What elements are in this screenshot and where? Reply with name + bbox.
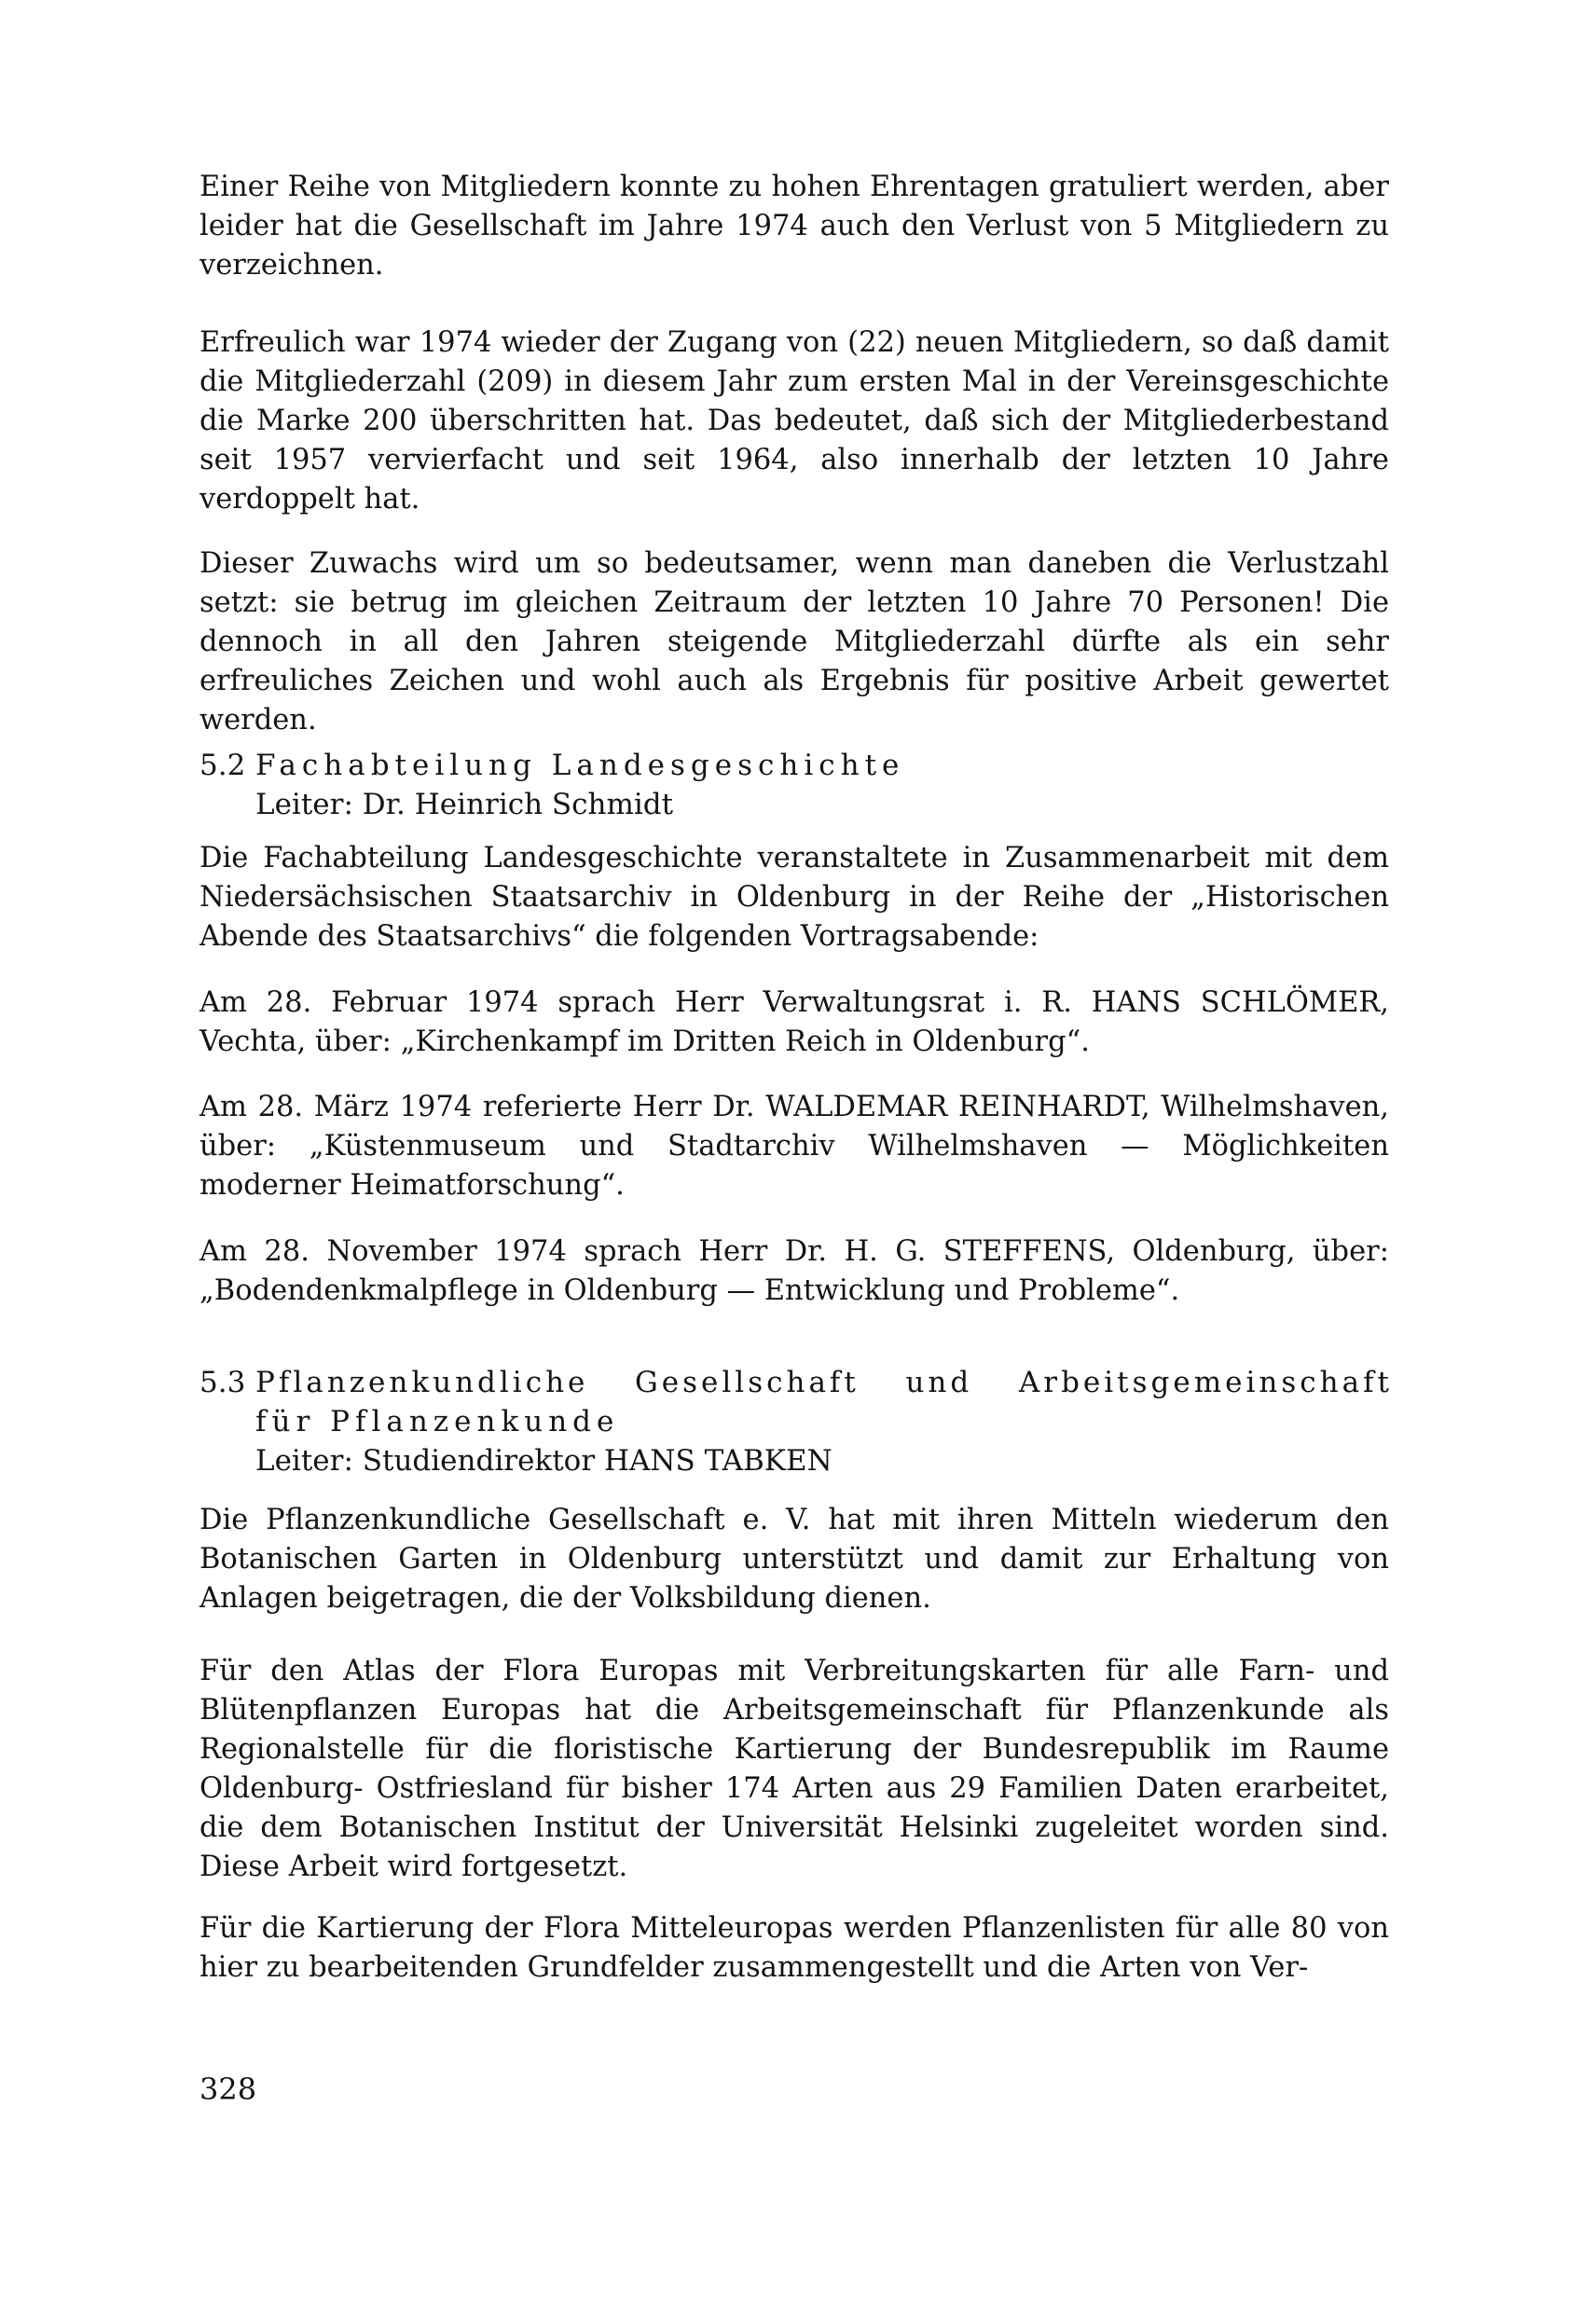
section-5-3-paragraph-3 bbox=[200, 1909, 1389, 1988]
section-5-3-paragraph-2 bbox=[200, 1652, 1389, 1887]
talk-entry-3 bbox=[200, 1232, 1389, 1311]
paragraph-membership-honors bbox=[200, 168, 1389, 285]
section-5-3-paragraph-1 bbox=[200, 1501, 1389, 1618]
page-number: 328 bbox=[200, 2071, 257, 2107]
paragraph-text: Die Fachabteilung Landesgeschichte veranstaltete in Zusammenarbeit mit dem Niedersächsischen Staatsarchiv in Oldenburg in der Reihe der „Historischen Abende des Staatsarchivs“ die folgenden Vortragsabende: bbox=[200, 842, 1389, 953]
section-title: Fachabteilung Landesgeschichte bbox=[255, 749, 905, 782]
talk-entry-1 bbox=[200, 984, 1389, 1062]
paragraph-text: Für den Atlas der Flora Europas mit Verbreitungskarten für alle Farn- und Blütenpflanzen Europas hat die Arbeitsgemeinschaft für Pflanzenkunde als Regionalstelle für die floristische Kartierung der Bundesrepublik im Raume Oldenburg- Ostfriesland für bisher 174 Arten aus 29 Familien Daten erarbeitet, die dem Botanischen Institut der Universität Helsinki zugeleitet worden sind. Diese Arbeit wird fortgesetzt. bbox=[200, 1655, 1389, 1883]
section-number: 5.2 bbox=[200, 749, 246, 782]
paragraph-text: Die Pflanzenkundliche Gesellschaft e. V. hat mit ihren Mitteln wiederum den Botanischen Garten in Oldenburg unterstützt und damit zur Erhaltung von Anlagen beigetragen, die der Volksbildung dienen. bbox=[200, 1504, 1389, 1615]
section-leader: Leiter: Studiendirektor HANS TABKEN bbox=[255, 1444, 832, 1478]
section-heading-5-3 bbox=[200, 1363, 1393, 1480]
paragraph-membership-growth bbox=[200, 323, 1389, 519]
section-title-line-1: Pflanzenkundliche Gesellschaft und Arbeitsgemeinschaft bbox=[255, 1366, 1393, 1399]
paragraph-text: Dieser Zuwachs wird um so bedeutsamer, wenn man daneben die Verlustzahl setzt: sie betrug im gleichen Zeitraum der letzten 10 Jahre 70 Personen! Die dennoch in all den Jahren steigende Mitgliederzahl dürfte als ein sehr erfreuliches Zeichen und wohl auch als Ergebnis für positive Arbeit gewertet werden. bbox=[200, 547, 1389, 736]
talk-entry-2 bbox=[200, 1088, 1389, 1205]
paragraph-text: Am 28. März 1974 referierte Herr Dr. WALDEMAR REINHARDT, Wilhelmshaven, über: „Küstenmuseum und Stadtarchiv Wilhelmshaven — Möglichkeiten moderner Heimatforschung“. bbox=[200, 1091, 1389, 1202]
section-5-2-intro bbox=[200, 839, 1389, 956]
paragraph-text: Am 28. November 1974 sprach Herr Dr. H. G. STEFFENS, Oldenburg, über: „Bodendenkmalpflege in Oldenburg — Entwicklung und Probleme“. bbox=[200, 1235, 1389, 1307]
paragraph-text: Erfreulich war 1974 wieder der Zugang von (22) neuen Mitgliedern, so daß damit die Mitgliederzahl (209) in diesem Jahr zum ersten Mal in der Vereinsgeschichte die Marke 200 überschritten hat. Das bedeutet, daß sich der Mitgliederbestand seit 1957 vervierfacht und seit 1964, also innerhalb der letzten 10 Jahre verdoppelt hat. bbox=[200, 326, 1389, 516]
section-leader: Leiter: Dr. Heinrich Schmidt bbox=[255, 788, 674, 821]
paragraph-text: Einer Reihe von Mitgliedern konnte zu hohen Ehrentagen gratuliert werden, aber leider hat die Gesellschaft im Jahre 1974 auch den Verlust von 5 Mitgliedern zu verzeichnen. bbox=[200, 171, 1389, 282]
paragraph-text: Am 28. Februar 1974 sprach Herr Verwaltungsrat i. R. HANS SCHLÖMER, Vechta, über: „Kirchenkampf im Dritten Reich in Oldenburg“. bbox=[200, 986, 1389, 1058]
paragraph-text: Für die Kartierung der Flora Mitteleuropas werden Pflanzenlisten für alle 80 von hier zu bearbeitenden Grundfelder zusammengestellt und die Arten von Ver- bbox=[200, 1912, 1389, 1984]
paragraph-membership-losses bbox=[200, 544, 1389, 740]
section-title-line-2: für Pflanzenkunde bbox=[255, 1405, 620, 1438]
section-number: 5.3 bbox=[200, 1366, 246, 1399]
section-heading-5-2 bbox=[200, 746, 1393, 824]
